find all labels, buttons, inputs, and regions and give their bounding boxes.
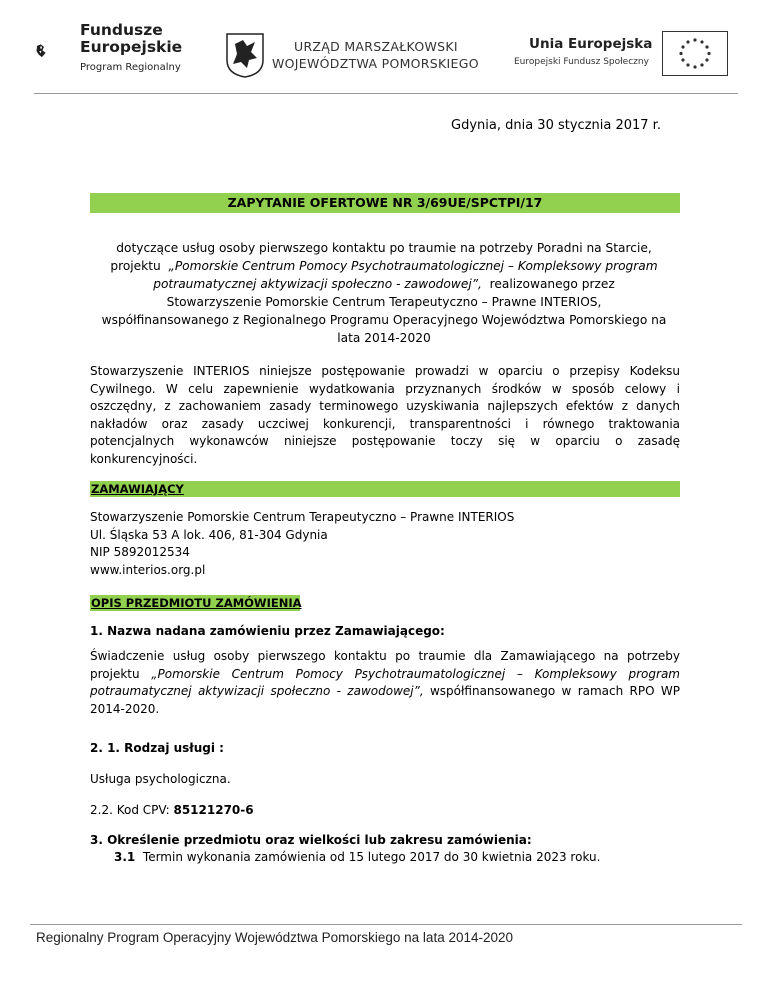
item-2-heading: 2. 1. Rodzaj usługi :: [90, 741, 224, 755]
footer-divider: [30, 924, 742, 925]
desc-end: współfinansowanego w ramach RPO WP 2014-2020.: [90, 684, 680, 716]
intro-realizowanego: realizowanego przez: [489, 277, 615, 291]
buyer-street: Ul. Śląska 53 A lok. 406, 81-304 Gdynia: [90, 527, 328, 542]
intro-projektu: projektu: [110, 259, 161, 273]
buyer-name: Stowarzyszenie Pomorskie Centrum Terapeutyczno – Prawne INTERIOS: [90, 510, 515, 524]
program-regionalny-subtitle: Program Regionalny: [80, 62, 181, 73]
cpv-label: 2.2. Kod CPV:: [90, 803, 170, 817]
buyer-address: [90, 509, 514, 579]
header-divider: [34, 93, 738, 94]
document-title: ZAPYTANIE OFERTOWE NR 3/69UE/SPCTPI/17: [227, 195, 543, 210]
efs-subtitle: Europejski Fundusz Społeczny: [514, 57, 649, 67]
um-line-1: URZĄD MARSZAŁKOWSKI: [294, 39, 458, 54]
unia-europejska-title: Unia Europejska: [529, 36, 653, 52]
fundusze-europejskie-title: Fundusze Europejskie: [80, 21, 183, 56]
item-3-1-text: Termin wykonania zamówienia od 15 lutego 2017 do 30 kwietnia 2023 roku.: [142, 850, 601, 864]
project-name-part-2b: potraumatycznej aktywizacji społeczno - zawodowej”,: [153, 277, 482, 291]
fundusze-europejskie-logo-icon: [36, 22, 76, 80]
item-3-heading: 3. Określenie przedmiotu oraz wielkości lub zakresu zamówienia:: [90, 833, 532, 847]
document-date: Gdynia, dnia 30 stycznia 2017 r.: [451, 118, 661, 133]
section-zamawiajacy-heading: ZAMAWIAJĄCY: [91, 482, 184, 496]
section-opis-heading: OPIS PRZEDMIOTU ZAMÓWIENIA: [91, 596, 302, 610]
cpv-code-line: [90, 803, 254, 817]
intro-line-3: [84, 275, 684, 293]
buyer-nip: NIP 5892012534: [90, 545, 190, 559]
intro-line-6: lata 2014-2020: [337, 331, 431, 345]
footer-text: Regionalny Program Operacyjny Województwa Pomorskiego na lata 2014-2020: [36, 930, 514, 945]
intro-line-5: współfinansowanego z Regionalnego Programu Operacyjnego Województwa Pomorskiego na: [101, 313, 667, 327]
intro-line-4: Stowarzyszenie Pomorskie Centrum Terapeutyczno – Prawne INTERIOS,: [166, 295, 602, 309]
urzad-marszalkowski-text: [272, 38, 479, 72]
intro-line-2: [84, 257, 684, 275]
um-line-2: WOJEWÓDZTWA POMORSKIEGO: [272, 56, 479, 71]
desc-start: Świadczenie usług osoby pierwszego kontaktu po traumie dla Zamawiającego na potrzeby projektu: [90, 649, 680, 681]
eu-flag-icon: [662, 31, 728, 76]
service-type: Usługa psychologiczna.: [90, 772, 231, 786]
intro-line-1: dotyczące usług osoby pierwszego kontaktu po traumie na potrzeby Poradni na Starcie,: [116, 241, 652, 255]
pomorskie-griffin-icon: [225, 32, 265, 78]
cpv-value: 85121270-6: [173, 803, 254, 817]
item-3-1: [114, 850, 600, 864]
desc-project-name: „Pomorskie Centrum Pomocy Psychotraumatologicznej – Kompleksowy program potraumatycznej aktywizacji społeczno - zawodowej”,: [90, 666, 680, 698]
intro-block: [84, 239, 684, 347]
buyer-website[interactable]: www.interios.org.pl: [90, 562, 206, 577]
legal-basis-paragraph: Stowarzyszenie INTERIOS niniejsze postępowanie prowadzi w oparciu o przepisy Kodeksu Cywilnego. W celu zapewnienie wydatkowania przyznanych środków w sposób celowy i oszczędny, z zachowaniem zasady terminowego uzyskiwania najlepszych efektów z danych nakładów oraz zasady uczciwej konkurencji, transparentności i równego traktowania potencjalnych wykonawców niniejsze postępowanie toczy się w oparciu o zasadę konkurencyjności.: [90, 364, 680, 466]
item-1-heading: 1. Nazwa nadana zamówieniu przez Zamawiającego:: [90, 624, 445, 638]
project-name-part-1: „Pomorskie Centrum Pomocy Psychotraumatologicznej – Kompleksowy program: [168, 259, 658, 273]
item-3-1-number: 3.1: [114, 850, 136, 864]
order-description: [90, 648, 680, 718]
